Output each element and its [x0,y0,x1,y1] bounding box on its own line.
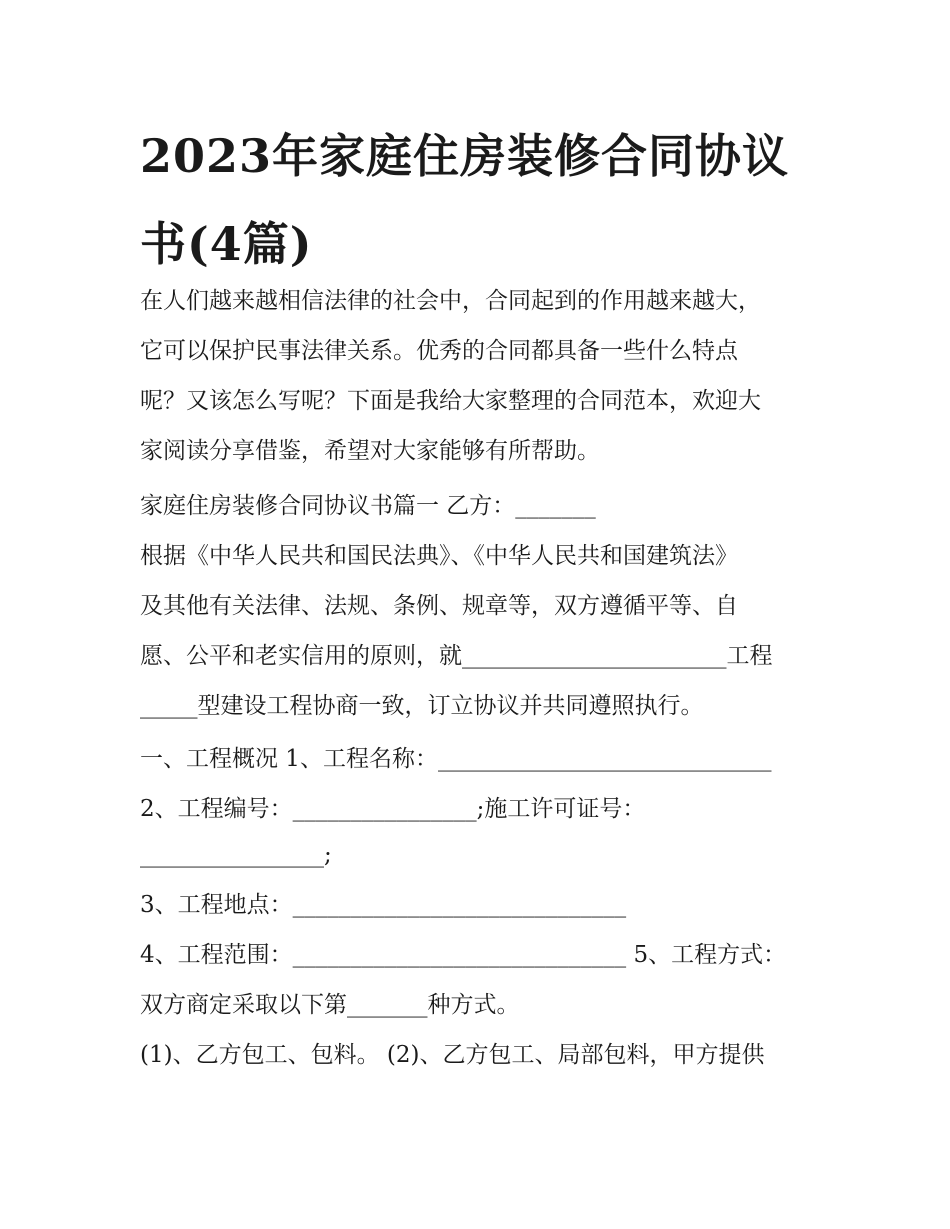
project-location-line: 3、工程地点：_____________________________ [140,892,627,918]
intro-line-3: 呢？又该怎么写呢？下面是我给大家整理的合同范本，欢迎大 [140,388,761,414]
body-line-4: _____型建设工程协商一致，订立协议并共同遵照执行。 [140,693,704,719]
document-title: 2023年家庭住房装修合同协议书(4篇) [140,129,790,271]
project-scope-line: 4、工程范围：_____________________________ 5、工程方式： [140,942,787,968]
body-line-1: 根据《中华人民共和国民法典》、《中华人民共和国建筑法》 [140,543,738,569]
method-options-line: (1)、乙方包工、包料。 (2)、乙方包工、局部包料，甲方提供 [140,1042,765,1068]
body-line-3: 愿、公平和老实信用的原则，就_______________________工程 [140,643,773,669]
intro-line-2: 它可以保护民事法律关系。优秀的合同都具备一些什么特点 [140,338,738,364]
section-heading-line: 家庭住房装修合同协议书篇一 乙方：_______ [140,493,596,519]
intro-line-4: 家阅读分享借鉴，希望对大家能够有所帮助。 [140,438,600,464]
project-number-line: 2、工程编号：________________;施工许可证号： [140,796,646,822]
project-overview-name-line: 一、工程概况 1、工程名称：_____________________________ [140,746,772,772]
body-line-2: 及其他有关法律、法规、条例、规章等，双方遵循平等、自 [140,593,738,619]
project-method-line: 双方商定采取以下第_______种方式。 [140,992,520,1018]
permit-number-line: ________________; [140,842,332,868]
intro-line-1: 在人们越来越相信法律的社会中，合同起到的作用越来越大， [140,288,761,314]
